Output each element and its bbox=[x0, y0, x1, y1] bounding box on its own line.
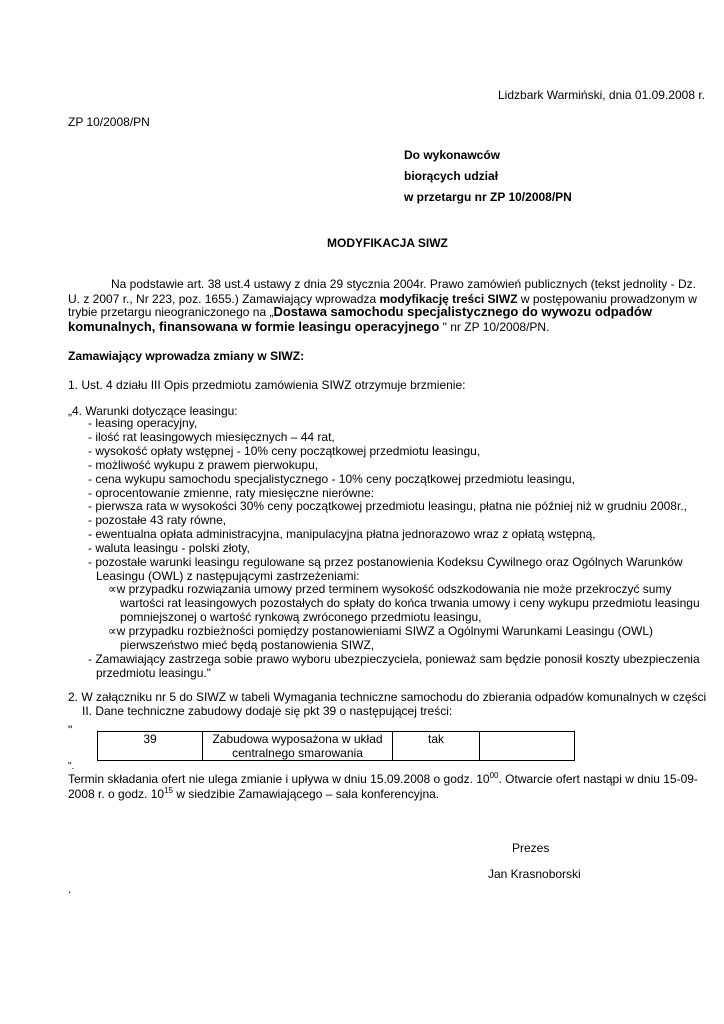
quote-close: ". bbox=[68, 761, 75, 772]
signature-role: Prezes bbox=[512, 841, 550, 855]
list-item: - ilość rat leasingowych miesięcznych – 44 rat, bbox=[88, 429, 335, 444]
intro-line-3 bbox=[68, 305, 652, 319]
deadline-text: Termin składania ofert nie ulega zmianie i upływa w dniu 15.09.2008 o godz. 10 bbox=[68, 772, 490, 786]
deadline-minutes: 00 bbox=[489, 771, 499, 780]
description-line-1: Zabudowa wyposażona w układ bbox=[212, 732, 383, 746]
list-item: - cena wykupu samochodu specjalistycznego - 10% ceny początkowej przedmiotu leasingu, bbox=[88, 471, 575, 486]
list-item: wartości rat leasingowych pozostałych do spłaty do końca trwania umowy i ceny wykupu przedmiotu leasingu bbox=[120, 595, 700, 610]
intro-line-4 bbox=[68, 320, 549, 334]
table-cell-extra bbox=[480, 732, 575, 761]
list-item: - ewentualna opłata administracyjna, manipulacyjna płatna jednorazowo wraz z opłatą wstępną, bbox=[88, 527, 596, 542]
list-item: pierwszeństwo mieć będą postanowienia SIWZ, bbox=[120, 637, 375, 652]
last-bullet-line-2: przedmiotu leasingu." bbox=[96, 666, 211, 680]
changes-heading: Zamawiający wprowadza zmiany w SIWZ: bbox=[68, 349, 305, 363]
intro-emphasis: modyfikację treści SIWZ bbox=[379, 292, 518, 306]
list-item: ∝w przypadku rozbieżności pomiędzy postanowieniami SIWZ a Ogólnymi Warunkami Leasingu (OWL) bbox=[108, 623, 654, 638]
list-item: - leasing operacyjny, bbox=[88, 416, 198, 430]
list-item: - pozostałe 43 raty równe, bbox=[88, 513, 227, 528]
last-bullet-line-1: - Zamawiający zastrzega sobie prawo wyboru ubezpieczyciela, ponieważ sam będzie ponosił koszty ubezpieczenia bbox=[88, 652, 700, 666]
list-item: ∝w przypadku rozwiązania umowy przed terminem wysokość odszkodowania nie może przekroczyć sumy bbox=[108, 582, 672, 596]
addressee-line-2: biorących udział bbox=[404, 169, 499, 183]
list-item: pomniejszonej o wartość rynkową zwróconego przedmiotu leasingu, bbox=[120, 609, 482, 624]
intro-text: U. z 2007 r., Nr 223, poz. 1655.) Zamawiający wprowadza bbox=[68, 292, 380, 306]
signature-name: Jan Krasnoborski bbox=[488, 867, 581, 881]
description-line-2: centralnego smarowania bbox=[232, 746, 363, 760]
opening-minutes: 15 bbox=[164, 786, 173, 795]
deadline-line-2 bbox=[68, 787, 439, 801]
intro-text: " nr ZP 10/2008/PN. bbox=[439, 320, 550, 334]
deadline-text: w siedzibie Zamawiającego – sala konferencyjna. bbox=[172, 787, 440, 801]
list-item: - pozostałe warunki leasingu regulowane są przez postanowienia Kodeksu Cywilnego oraz Ogólnych Warunków bbox=[88, 555, 683, 570]
addressee-line-3: w przetargu nr ZP 10/2008/PN bbox=[404, 190, 572, 204]
table-cell-value: tak bbox=[393, 732, 480, 761]
deadline-text: . Otwarcie ofert nastąpi w dniu 15-09- bbox=[498, 772, 698, 786]
point-1: 1. Ust. 4 działu III Opis przedmiotu zamówienia SIWZ otrzymuje brzmienie: bbox=[68, 378, 466, 392]
leasing-conditions-list bbox=[88, 417, 687, 584]
table-cell-number: 39 bbox=[98, 732, 203, 761]
list-item: - możliwość wykupu z prawem pierwokupu, bbox=[88, 457, 319, 472]
table-cell-description bbox=[203, 732, 393, 761]
intro-text: w postępowaniu prowadzonym w bbox=[517, 292, 697, 306]
contract-name: komunalnych, finansowana w formie leasingu operacyjnego bbox=[68, 319, 440, 334]
point-2-line-1: 2. W załączniku nr 5 do SIWZ w tabeli Wymagania techniczne samochodu do zbierania odpadów komunalnych w części bbox=[68, 690, 707, 704]
table-row bbox=[98, 732, 575, 761]
contract-name: Dostawa samochodu specjalistycznego do wywozu odpadów bbox=[273, 304, 652, 319]
reference-number: ZP 10/2008/PN bbox=[68, 115, 150, 129]
deadline-text: 2008 r. o godz. 10 bbox=[68, 787, 165, 801]
intro-text: trybie przetargu nieograniczonego na „ bbox=[68, 305, 274, 319]
addressee-line-1: Do wykonawców bbox=[404, 148, 501, 162]
list-item: Leasingu (OWL) z następującymi zastrzeżeniami: bbox=[96, 568, 360, 583]
document-title: MODYFIKACJA SIWZ bbox=[327, 236, 448, 250]
requirements-table bbox=[97, 731, 575, 761]
reservations-list bbox=[108, 583, 700, 653]
trailing-dot: . bbox=[68, 882, 72, 896]
place-date: Lidzbark Warmiński, dnia 01.09.2008 r. bbox=[498, 88, 705, 102]
quote-open: " bbox=[68, 723, 73, 737]
intro-line-1: Na podstawie art. 38 ust.4 ustawy z dnia 29 stycznia 2004r. Prawo zamówień publicznych (tekst jednolity - Dz. bbox=[111, 277, 696, 291]
quote-title: „4. Warunki dotyczące leasingu: bbox=[68, 404, 238, 418]
list-item: - pierwsza rata w wysokości 30% ceny początkowej przedmiotu leasingu, płatna nie później niż w grudniu 2008r., bbox=[88, 499, 687, 514]
list-item: - oprocentowanie zmienne, raty miesięczne nierówne: bbox=[88, 485, 375, 500]
list-item: - wysokość opłaty wstępnej - 10% ceny początkowej przedmiotu leasingu, bbox=[88, 443, 481, 458]
list-item: - waluta leasingu - polski złoty, bbox=[88, 541, 250, 556]
point-2-line-2: II. Dane techniczne zabudowy dodaje się pkt 39 o następującej treści: bbox=[82, 704, 453, 718]
deadline-line-1 bbox=[68, 772, 698, 786]
